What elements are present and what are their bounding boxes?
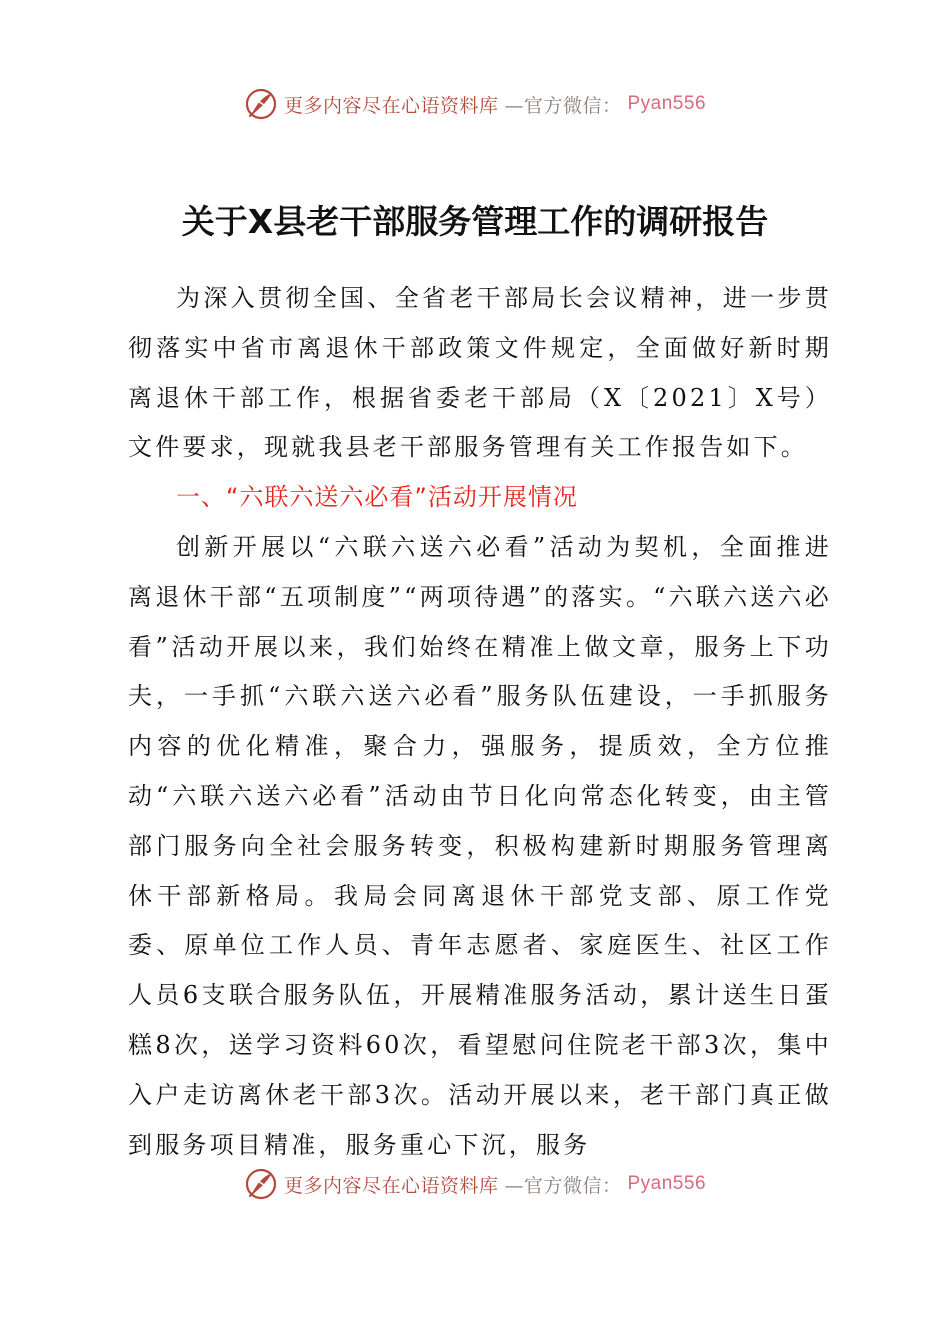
watermark-site-text: 更多内容尽在心语资料库 <box>283 1174 499 1197</box>
feather-pen-logo-icon <box>244 1167 278 1201</box>
document-body <box>128 274 832 1170</box>
section-heading: 一、“六联六送六必看”活动开展情况 <box>176 483 578 512</box>
watermark-label-text: —官方微信： <box>504 94 622 117</box>
watermark-site-text: 更多内容尽在心语资料库 <box>283 94 499 117</box>
feather-pen-logo-icon <box>244 87 278 121</box>
intro-paragraph: 为深入贯彻全国、全省老干部局长会议精神，进一步贯彻落实中省市离退休干部政策文件规定，全面做好新时期离退休干部工作，根据省委老干部局（X〔2021〕X号）文件要求，现就我县老干部服务管理有关工作报告如下。 <box>128 284 832 462</box>
watermark-header <box>0 84 950 124</box>
document-title: 关于X县老干部服务管理工作的调研报告 <box>181 202 769 241</box>
watermark-wechat-id: Pyan556 <box>627 93 707 114</box>
watermark-footer <box>0 1164 950 1204</box>
watermark-wechat-id: Pyan556 <box>627 1173 707 1194</box>
section-paragraph: 创新开展以“六联六送六必看”活动为契机，全面推进离退休干部“五项制度”“两项待遇”的落实。“六联六送六必看”活动开展以来，我们始终在精准上做文章，服务上下功夫，一手抓“六联六送六必看”服务队伍建设，一手抓服务内容的优化精准，聚合力，强服务，提质效，全方位推动“六联六送六必看”活动由节日化向常态化转变，由主管部门服务向全社会服务转变，积极构建新时期服务管理离休干部新格局。我局会同离退休干部党支部、原工作党委、原单位工作人员、青年志愿者、家庭医生、社区工作人员6支联合服务队伍，开展精准服务活动，累计送生日蛋糕8次，送学习资料60次，看望慰问住院老干部3次，集中入户走访离休老干部3次。活动开展以来，老干部门真正做到服务项目精准，服务重心下沉，服务 <box>128 532 832 1159</box>
watermark-label-text: —官方微信： <box>504 1174 622 1197</box>
